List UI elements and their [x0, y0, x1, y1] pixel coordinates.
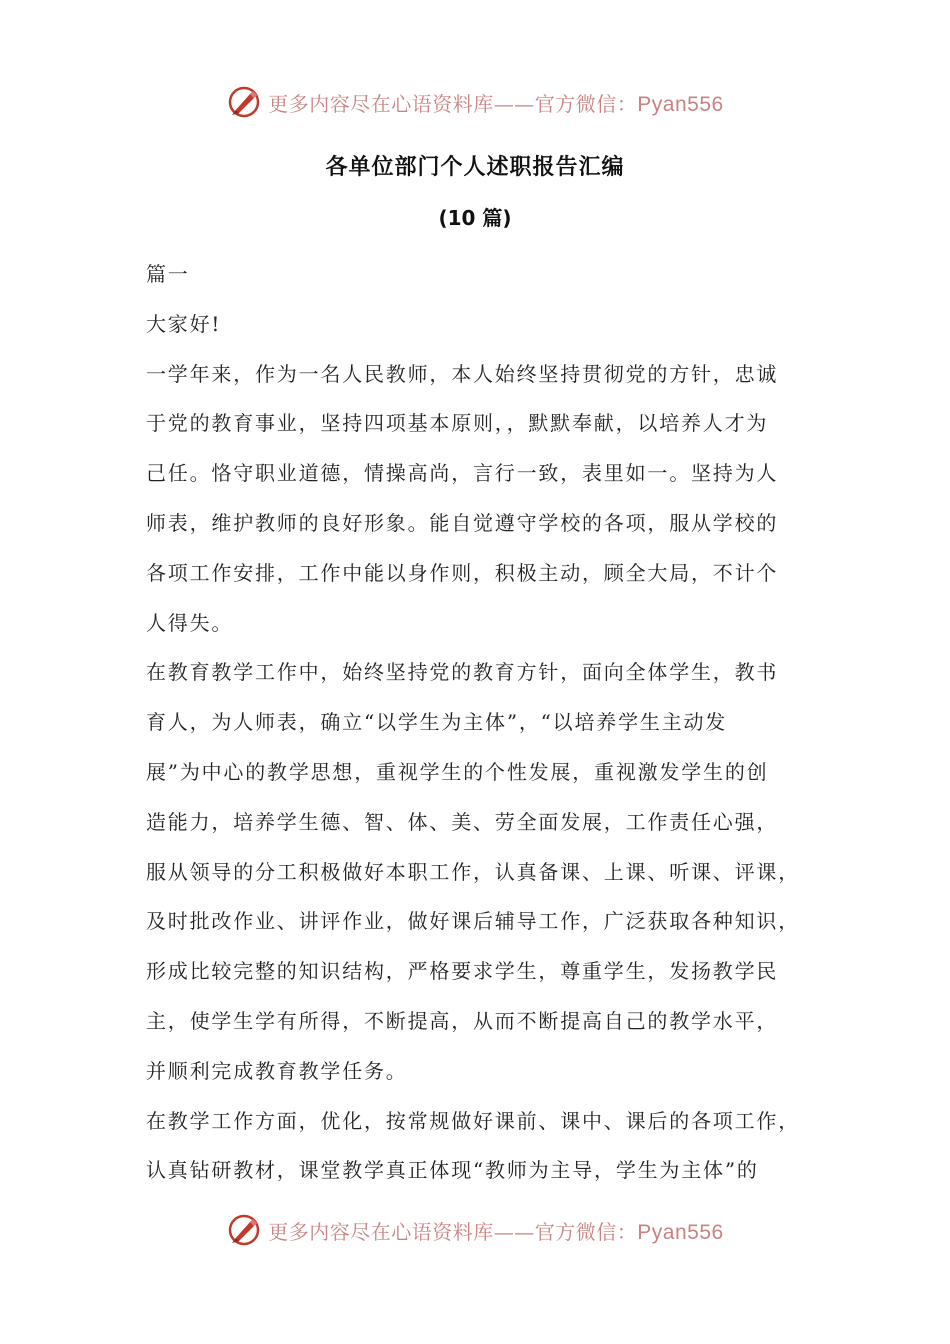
pen-logo-icon [226, 84, 262, 120]
document-title: 各单位部门个人述职报告汇编 [325, 155, 625, 180]
header-banner-text: 更多内容尽在心语资料库——官方微信：Pyan556 [268, 91, 724, 116]
body-line: 在教学工作方面，优化，按常规做好课前、课中、课后的各项工作， [146, 1108, 800, 1133]
body-line: 在教育教学工作中，始终坚持党的教育方针，面向全体学生，教书 [146, 660, 779, 685]
document-subtitle: (10 篇) [438, 206, 512, 230]
body-line: 于党的教育事业，坚持四项基本原则，，默默奉献，以培养人才为 [146, 411, 769, 436]
body-line: 形成比较完整的知识结构，严格要求学生，尊重学生，发扬教学民 [146, 959, 779, 984]
body-line: 己任。恪守职业道德，情操高尚，言行一致，表里如一。坚持为人 [146, 461, 779, 486]
body-line: 并顺利完成教育教学任务。 [146, 1058, 408, 1083]
header-watermark-banner [0, 80, 950, 124]
body-line: 人得失。 [146, 610, 234, 635]
body-line: 师表，维护教师的良好形象。能自觉遵守学校的各项，服从学校的 [146, 510, 779, 535]
document-body [146, 250, 822, 1196]
body-line: 一学年来，作为一名人民教师，本人始终坚持贯彻党的方针，忠诚 [146, 361, 779, 386]
body-line: 认真钻研教材，课堂教学真正体现“教师为主导，学生为主体”的 [146, 1158, 759, 1183]
footer-watermark-banner [0, 1208, 950, 1252]
body-line: 育人，为人师表，确立“以学生为主体”，“以培养学生主动发 [146, 710, 728, 735]
body-line: 展”为中心的教学思想，重视学生的个性发展，重视激发学生的创 [146, 759, 769, 784]
body-line: 大家好! [146, 311, 222, 336]
body-line: 篇一 [146, 262, 190, 286]
body-line: 造能力，培养学生德、智、体、美、劳全面发展，工作责任心强， [146, 809, 779, 834]
body-line: 服从领导的分工积极做好本职工作，认真备课、上课、听课、评课， [146, 859, 800, 884]
body-line: 各项工作安排，工作中能以身作则，积极主动，顾全大局，不计个 [146, 560, 779, 585]
body-line: 主，使学生学有所得，不断提高，从而不断提高自己的教学水平， [146, 1008, 779, 1033]
footer-banner-text: 更多内容尽在心语资料库——官方微信：Pyan556 [268, 1219, 724, 1244]
pen-logo-icon [226, 1212, 262, 1248]
body-line: 及时批改作业、讲评作业，做好课后辅导工作，广泛获取各种知识， [146, 909, 800, 934]
